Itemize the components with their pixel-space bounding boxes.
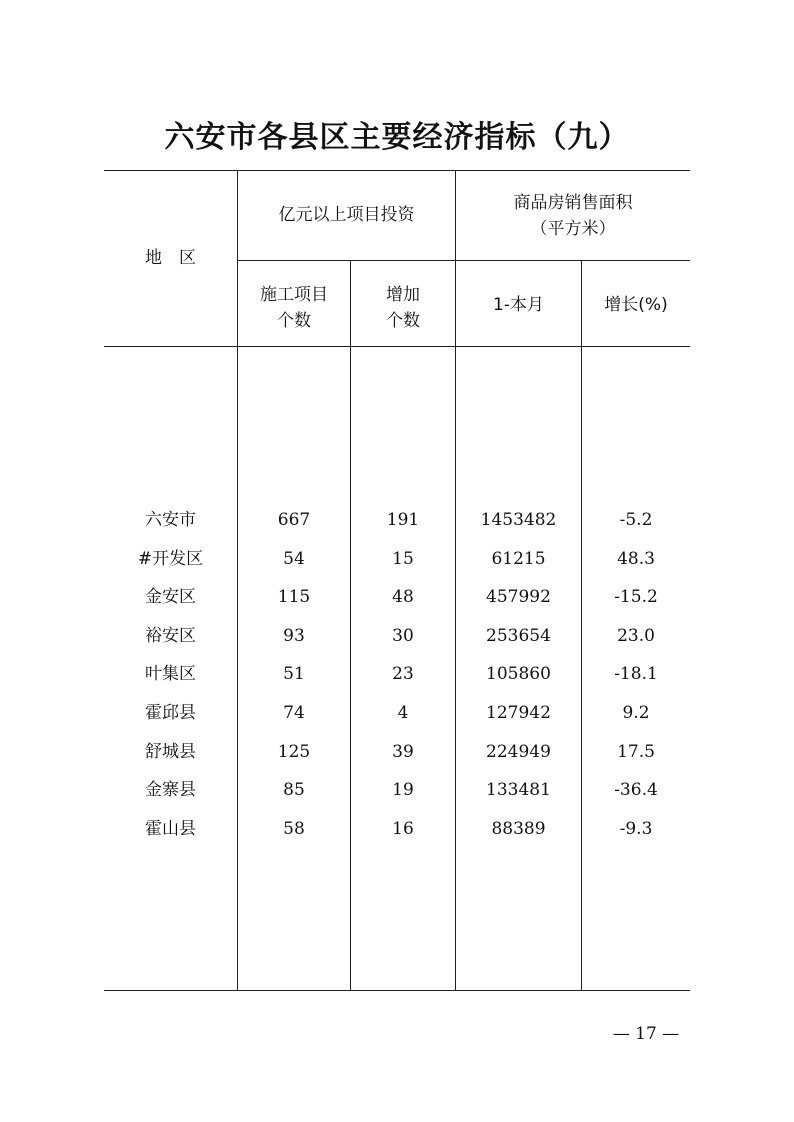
cell-sales-area: 253654 [486, 626, 551, 646]
cell-added: 39 [392, 742, 414, 762]
cell-region: 霍山县 [145, 819, 196, 839]
cell-sales-area: 457992 [486, 587, 551, 607]
cell-projects: 667 [277, 510, 311, 530]
cell-sales-area: 133481 [486, 780, 551, 800]
page-number: — 17 — [612, 1024, 680, 1044]
cell-region: 叶集区 [145, 664, 196, 684]
cell-region: 金寨县 [145, 780, 196, 800]
header-col-projects-line2: 个数 [277, 311, 311, 331]
cell-projects: 93 [283, 626, 305, 646]
header-region: 地 区 [145, 248, 196, 268]
cell-region: 霍邱县 [145, 703, 196, 723]
header-col-projects-line1: 施工项目 [260, 285, 328, 305]
cell-projects: 85 [283, 780, 305, 800]
cell-growth: 48.3 [617, 549, 655, 569]
page-title: 六安市各县区主要经济指标（九） [164, 120, 630, 155]
cell-region: 裕安区 [145, 626, 196, 646]
cell-sales-area: 105860 [486, 664, 551, 684]
cell-projects: 125 [277, 742, 311, 762]
table-bottom-rule [104, 990, 690, 991]
cell-added: 30 [392, 626, 414, 646]
cell-growth: -36.4 [614, 780, 658, 800]
cell-added: 48 [392, 587, 414, 607]
cell-sales-area: 61215 [491, 549, 546, 569]
cell-projects: 58 [283, 819, 305, 839]
header-sub-rule [238, 260, 690, 261]
cell-growth: 23.0 [617, 626, 655, 646]
cell-growth: -5.2 [619, 510, 653, 530]
header-col-added-line1: 增加 [386, 285, 420, 305]
col-divider-4 [581, 260, 582, 990]
header-group-housing-line2: （平方米） [530, 219, 616, 239]
header-bottom-rule [104, 346, 690, 347]
header-group-investment: 亿元以上项目投资 [278, 205, 415, 225]
cell-growth: 9.2 [622, 703, 650, 723]
cell-region: 舒城县 [145, 742, 196, 762]
cell-growth: 17.5 [617, 742, 655, 762]
cell-added: 15 [392, 549, 414, 569]
cell-added: 23 [392, 664, 414, 684]
cell-sales-area: 127942 [486, 703, 551, 723]
cell-sales-area: 224949 [486, 742, 551, 762]
cell-added: 191 [386, 510, 420, 530]
cell-added: 4 [397, 703, 409, 723]
col-divider-2 [350, 260, 351, 990]
cell-growth: -15.2 [614, 587, 658, 607]
cell-growth: -18.1 [614, 664, 658, 684]
cell-added: 19 [392, 780, 414, 800]
cell-region: 六安市 [145, 510, 196, 530]
table-top-rule [104, 170, 690, 171]
cell-projects: 115 [277, 587, 311, 607]
cell-sales-area: 88389 [491, 819, 546, 839]
header-col-ytd: 1-本月 [493, 295, 544, 315]
cell-region: #开发区 [137, 549, 204, 569]
cell-projects: 51 [283, 664, 305, 684]
cell-added: 16 [392, 819, 414, 839]
cell-growth: -9.3 [619, 819, 653, 839]
cell-region: 金安区 [145, 587, 196, 607]
cell-projects: 54 [283, 549, 305, 569]
cell-sales-area: 1453482 [480, 510, 557, 530]
cell-projects: 74 [283, 703, 305, 723]
header-col-added-line2: 个数 [386, 311, 420, 331]
header-col-growth: 增长(%) [604, 295, 668, 315]
header-group-housing-line1: 商品房销售面积 [513, 193, 633, 213]
